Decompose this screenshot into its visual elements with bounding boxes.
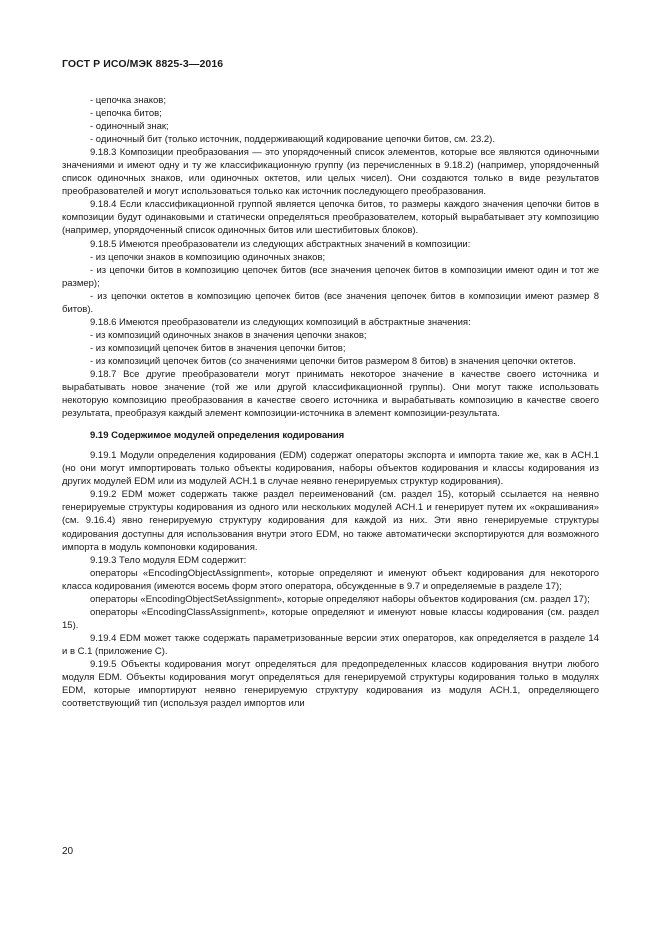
paragraph-9-19-5: 9.19.5 Объекты кодирования могут определяться для предопределенных классов кодирования внутри любого модуля EDM. Объекты кодирования могут определяться для генерируемой структуры кодирования только в модулях EDM, которые импортируют неявно генерируемую структуру кодирования из модуля ACH.1, определяющего соответствующий тип (используя раздел импортов или	[62, 658, 599, 710]
list-item: - цепочка знаков;	[90, 95, 166, 106]
paragraph-9-19-2: 9.19.2 EDM может содержать также раздел переименований (см. раздел 15), который ссылается на неявно генерируемые структуры кодирования из одного или нескольких модулей ACH.1 и генерирует путем их «окрашивания» (см. 9.16.4) явно генерируемую структуру кодирования для каждой из них. Эти явно генерируемые структуры кодирования доступны для использования внутри этого EDM, но также автоматически экспортируются для возможного импорта в модуль компоновки кодирования.	[62, 489, 599, 553]
document-header: ГОСТ Р ИСО/МЭК 8825-3—2016	[62, 58, 224, 70]
paragraph-9-18-3: 9.18.3 Композиции преобразования — это упорядоченный список элементов, которые все являются одиночными значениями и имеют одну и ту же классификационную группу (из перечисленных в 9.18.2) (например, упорядоченный список одиночных знаков, или одиночных октетов, или целых чисел). Они создаются только в виде результатов преобразователей и могут использоваться только как источник последующего преобразования.	[62, 147, 599, 198]
document-body	[62, 94, 599, 710]
paragraph-9-19-1: 9.19.1 Модули определения кодирования (EDM) содержат операторы экспорта и импорта такие же, как в ACH.1 (но они могут импортировать только объекты кодирования, наборы объектов кодирования и классы кодирования из других модулей EDM или из модулей ACH.1 в случае неявно генерируемых структур кодирования).	[62, 450, 599, 488]
list-item: - из композиций одиночных знаков в значения цепочки знаков;	[90, 329, 367, 341]
section-heading-9-19: 9.19 Содержимое модулей определения кодирования	[90, 430, 345, 442]
list-item: операторы «EncodingObjectAssignment», которые определяют и именуют объект кодирования для некоторого класса кодирования (имеются восемь форм этого оператора, обсужденные в 9.7 и определяемые в разделе 17);	[62, 567, 599, 592]
paragraph-9-19-4: 9.19.4 EDM может также содержать параметризованные версии этих операторов, как определяется в разделе 14 и в C.1 (приложение C).	[62, 632, 599, 657]
list-item: - одиночный бит (только источник, поддерживающий кодирование цепочки битов, см. 23.2).	[90, 134, 495, 146]
list-item: операторы «EncodingObjectSetAssignment», которые определяют наборы объектов кодирования (см. раздел 17);	[90, 593, 590, 605]
paragraph-9-18-7: 9.18.7 Все другие преобразователи могут принимать некоторое значение в качестве своего источника и вырабатывать новое значение (той же или другой классификационной группы). Они могут также использовать некоторую композицию преобразования в качестве своего источника и вырабатывать композицию в качестве своего результата, преобразуя каждый элемент композиции-источника в элемент композиции-результата.	[62, 368, 599, 420]
list-item: - из композиций цепочек битов (со значениями цепочки битов размером 8 битов) в значения цепочки октетов.	[90, 355, 576, 367]
paragraph-9-19-3: 9.19.3 Тело модуля EDM содержит:	[90, 554, 247, 566]
paragraph-9-18-4: 9.18.4 Если классификационной группой является цепочка битов, то размеры каждого значения цепочки битов в композиции будут одинаковыми и статически определяться преобразователем, который вырабатывает эту композицию (например, упорядоченный список одиночных битов или шестибитовых блоков).	[62, 199, 599, 237]
page-number: 20	[62, 846, 74, 857]
list-item: - из цепочки октетов в композицию цепочек битов (все значения цепочек битов в композиции имеют размер 8 битов).	[62, 290, 599, 315]
list-item: - из композиций цепочек битов в значения цепочки битов;	[90, 342, 346, 354]
list-item: - из цепочки битов в композицию цепочек битов (все значения цепочек битов в композиции имеют один и тот же размер);	[62, 264, 599, 289]
paragraph-9-18-5: 9.18.5 Имеются преобразователи из следующих абстрактных значений в композиции:	[90, 238, 471, 250]
list-item: - цепочка битов;	[90, 108, 162, 120]
list-item: - одиночный знак;	[90, 121, 169, 133]
paragraph-9-18-6: 9.18.6 Имеются преобразователи из следующих композиций в абстрактные значения:	[90, 316, 471, 328]
list-item: операторы «EncodingClassAssignment», которые определяют и именуют новые классы кодирования (см. раздел 15).	[62, 606, 599, 631]
list-item: - из цепочки знаков в композицию одиночных знаков;	[90, 251, 326, 263]
